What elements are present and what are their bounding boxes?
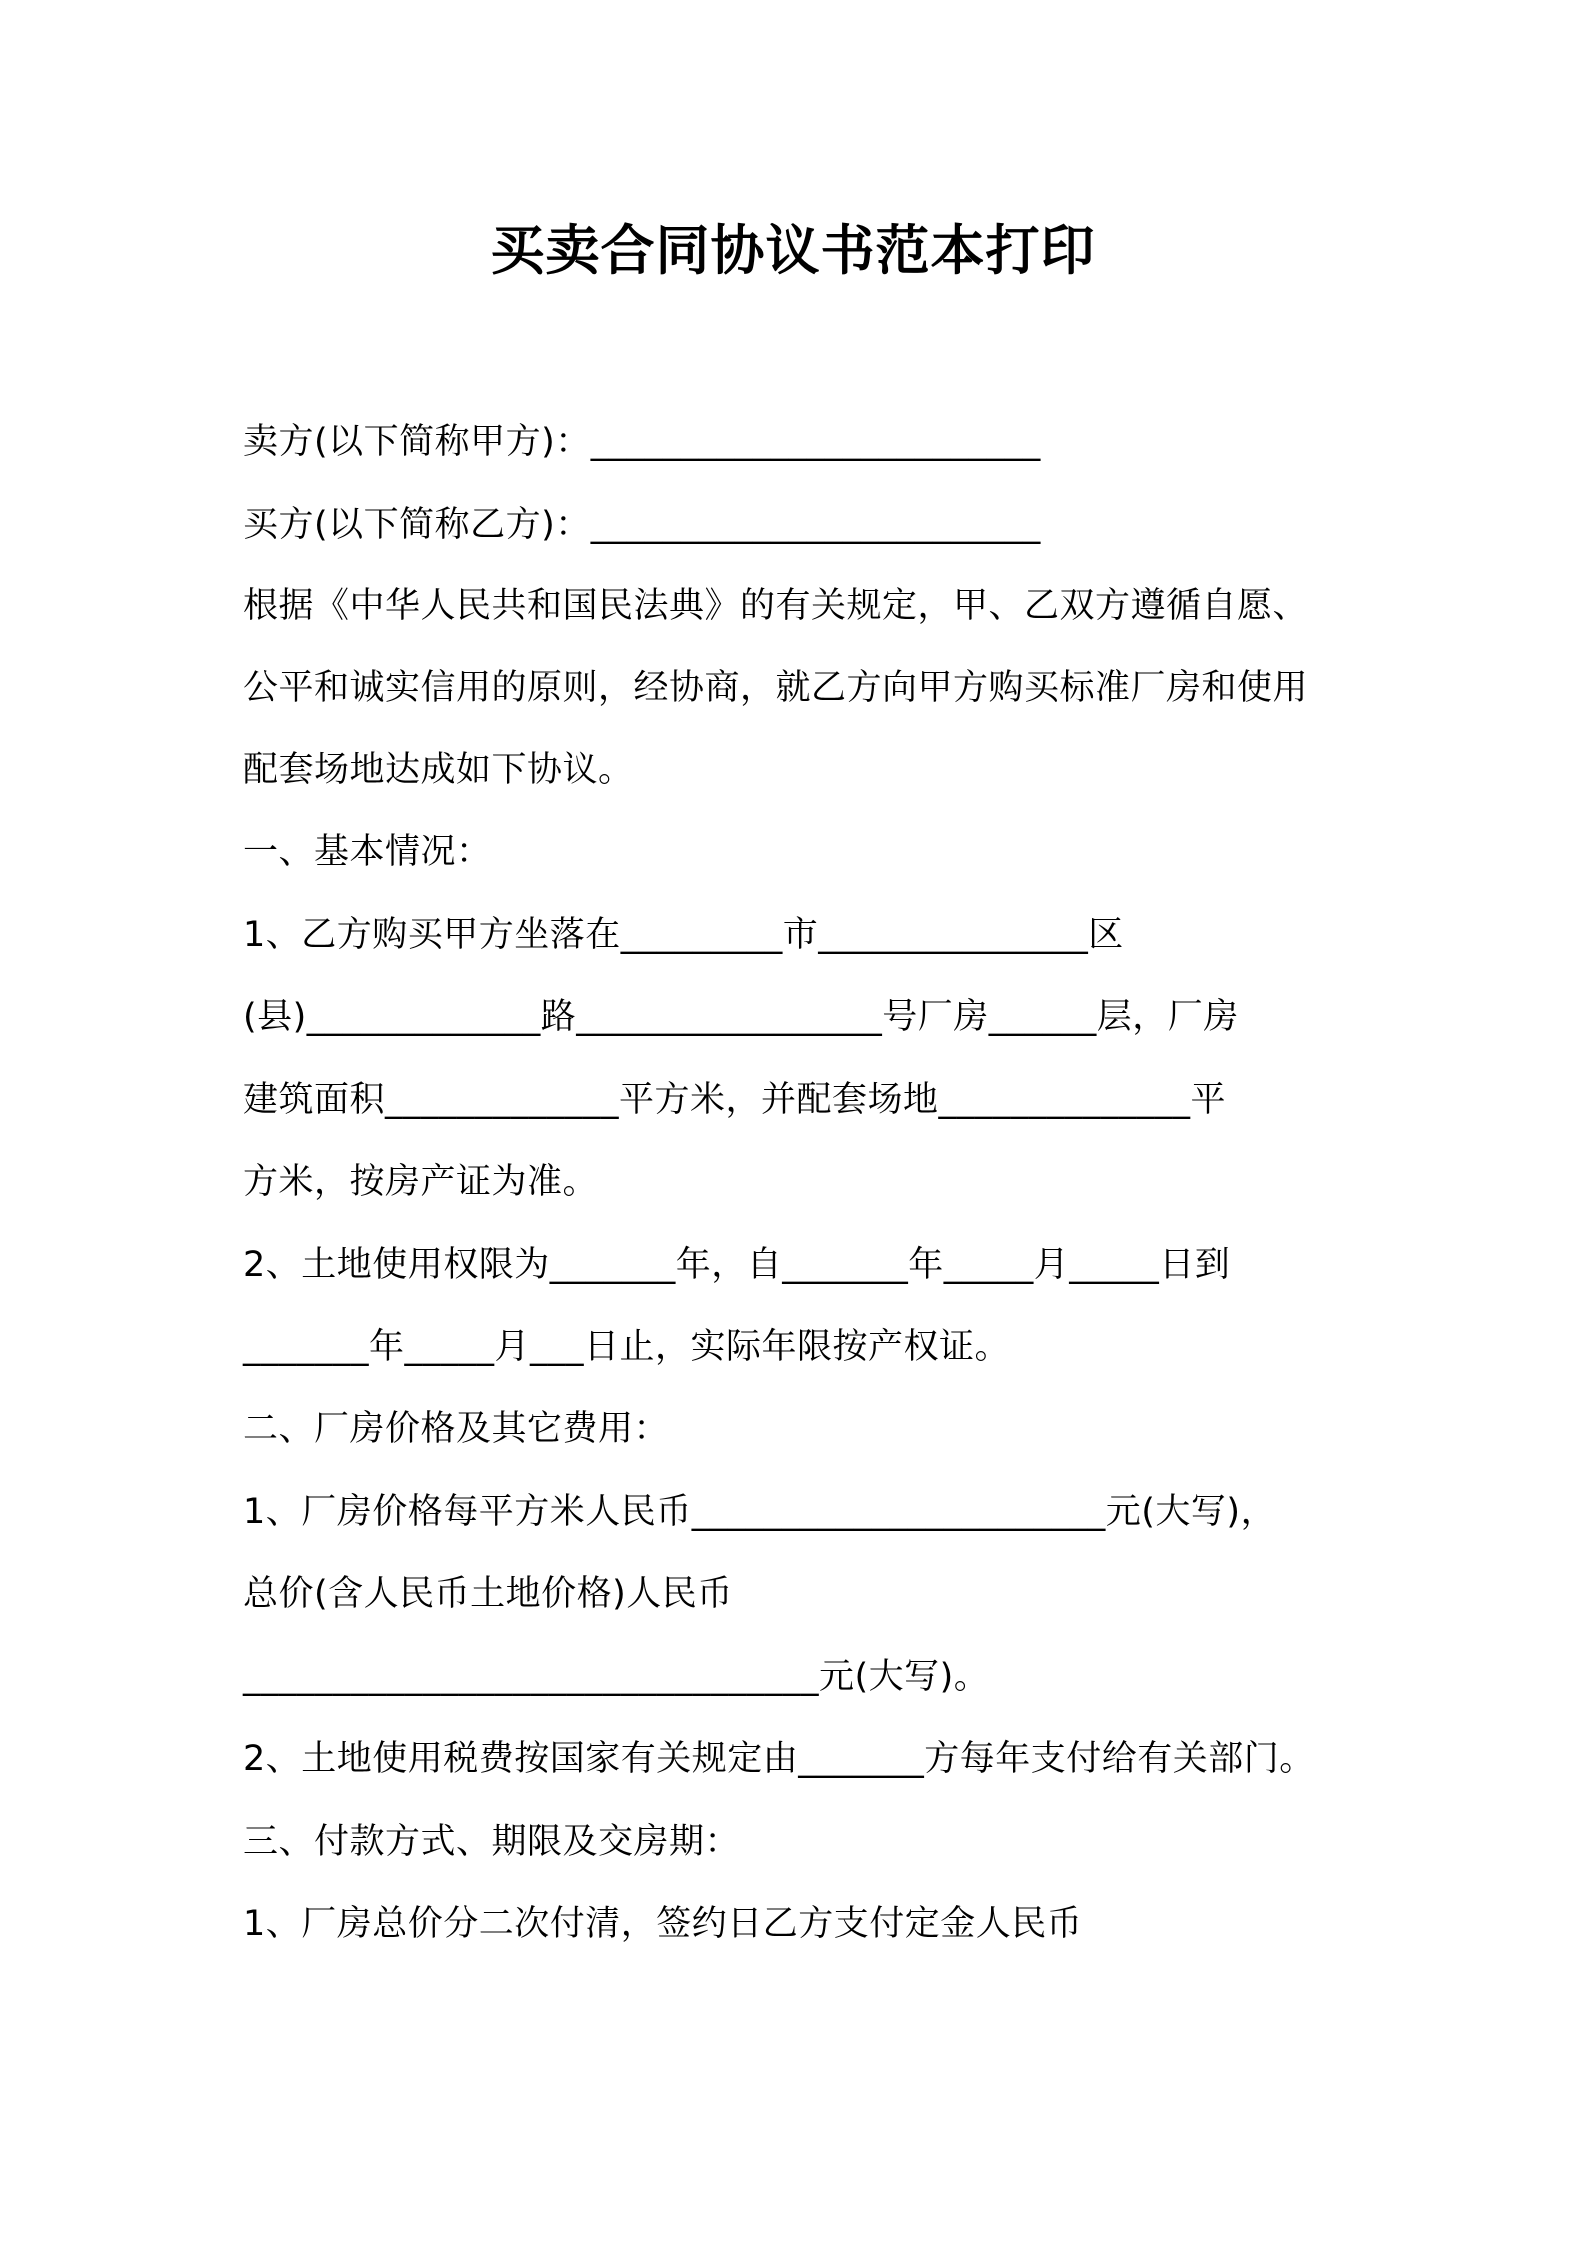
seller-line: 卖方(以下简称甲方)：_________________________ xyxy=(243,422,1041,462)
clause-2-1-line-2: 总价(含人民币土地价格)人民币 xyxy=(243,1574,733,1614)
buyer-line: 买方(以下简称乙方)：_________________________ xyxy=(243,505,1041,545)
clause-2-1-line-3: ________________________________元(大写)。 xyxy=(243,1657,990,1697)
clause-2-1-line-1: 1、厂房价格每平方米人民币_______________________元(大写)， xyxy=(243,1492,1277,1532)
clause-1-1-line-2: (县)_____________路_________________号厂房______层，厂房 xyxy=(243,997,1239,1037)
preamble-line-3: 配套场地达成如下协议。 xyxy=(243,750,634,790)
section-heading-2: 二、厂房价格及其它费用： xyxy=(243,1409,670,1449)
clause-3-1-line-1: 1、厂房总价分二次付清，签约日乙方支付定金人民币 xyxy=(243,1904,1083,1944)
preamble-line-1: 根据《中华人民共和国民法典》的有关规定，甲、乙双方遵循自愿、 xyxy=(243,586,1309,626)
clause-1-1-line-4: 方米，按房产证为准。 xyxy=(243,1162,599,1202)
document-title: 买卖合同协议书范本打印 xyxy=(490,219,1096,282)
section-heading-3: 三、付款方式、期限及交房期： xyxy=(243,1822,741,1862)
clause-1-1-line-3: 建筑面积_____________平方米，并配套场地______________平 xyxy=(243,1080,1227,1120)
clause-2-2-line: 2、土地使用税费按国家有关规定由_______方每年支付给有关部门。 xyxy=(243,1739,1315,1779)
clause-1-2-line-2: _______年_____月___日止，实际年限按产权证。 xyxy=(243,1327,1011,1367)
preamble-line-2: 公平和诚实信用的原则，经协商，就乙方向甲方购买标准厂房和使用 xyxy=(243,668,1309,708)
clause-1-2-line-1: 2、土地使用权限为_______年，自_______年_____月_____日到 xyxy=(243,1245,1231,1285)
section-heading-1: 一、基本情况： xyxy=(243,832,492,872)
clause-1-1-line-1: 1、乙方购买甲方坐落在_________市_______________区 xyxy=(243,915,1124,955)
